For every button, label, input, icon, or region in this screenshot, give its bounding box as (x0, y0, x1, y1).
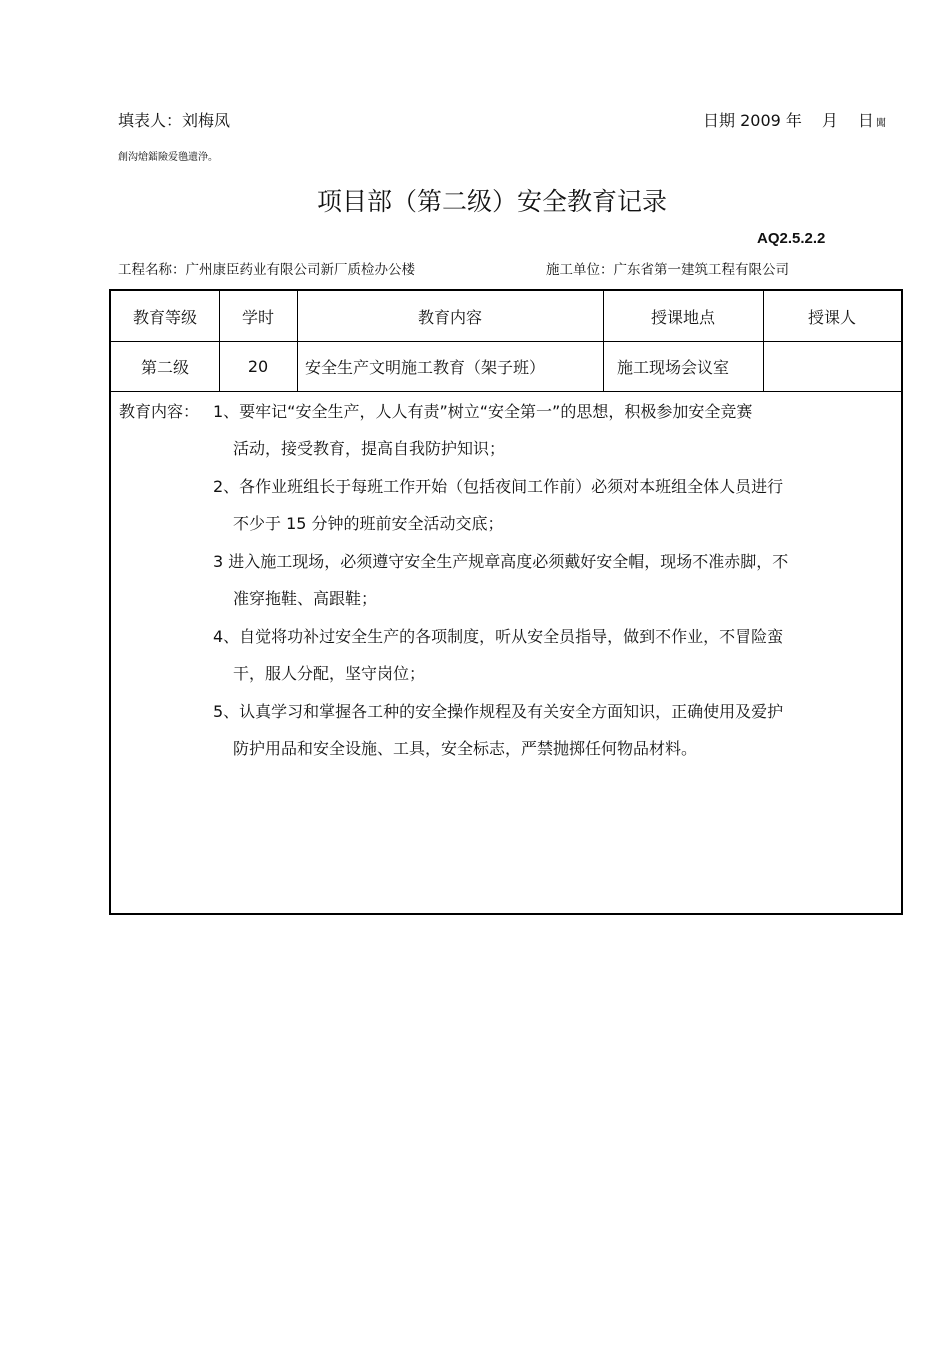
page-title: 项目部（第二级）安全教育记录 (316, 187, 667, 216)
filler-name: 填表人：刘梅凤 (118, 111, 231, 130)
document-code: AQ2.5.2.2 (757, 230, 826, 247)
content-label: 教育内容： (119, 402, 200, 421)
row-cell-content: 安全生产文明施工教育（架子班） (305, 358, 546, 377)
content-line: 活动，接受教育，提高自我防护知识； (233, 439, 506, 458)
row-cell-level: 第二级 (140, 358, 189, 377)
content-line: 不少于 15 分钟的班前安全活动交底； (233, 514, 504, 533)
row-divider (111, 391, 901, 392)
content-line: 5、认真学习和掌握各工种的安全操作规程及有关安全方面知识，正确使用及爱护 (213, 702, 784, 721)
date-line (703, 108, 886, 131)
date-label: 日期 2009 年 (703, 111, 802, 130)
content-line: 3 进入施工现场，必须遵守安全生产规章高度必须戴好安全帽，现场不准赤脚，不 (213, 552, 789, 571)
header-cell-hours: 学时 (241, 307, 274, 327)
header-cell-instructor: 授课人 (807, 307, 856, 327)
content-line: 4、自觉将功补过安全生产的各项制度，听从安全员指导，做到不作业，不冒险蛮 (213, 627, 784, 646)
row-cell-instructor (763, 342, 901, 391)
construction-unit: 施工单位：广东省第一建筑工程有限公司 (546, 262, 789, 278)
header-cell-location: 授课地点 (650, 307, 715, 327)
garbled-line: 創沟熗鐳險爱氇遺浄。 (118, 152, 218, 163)
content-line: 干，服人分配，坚守岗位； (233, 664, 426, 683)
content-line: 2、各作业班组长于每班工作开始（包括夜间工作前）必须对本班组全体人员进行 (213, 477, 784, 496)
education-record-table (109, 289, 903, 915)
date-month: 月 (821, 111, 838, 130)
project-name: 工程名称：广州康臣药业有限公司新厂质检办公楼 (118, 262, 415, 278)
date-day: 日 (857, 111, 874, 130)
header-cell-level: 教育等级 (132, 307, 197, 327)
row-cell-location: 施工现场会议室 (617, 358, 730, 377)
content-line: 1、要牢记“安全生产，人人有责”树立“安全第一”的思想，积极参加安全竞赛 (213, 402, 753, 421)
header-cell-content: 教育内容 (417, 307, 482, 327)
date-tail: 闖 (875, 118, 886, 129)
content-line: 准穿拖鞋、高跟鞋； (233, 589, 378, 608)
content-line: 防护用品和安全设施、工具，安全标志，严禁抛掷任何物品材料。 (233, 739, 698, 758)
row-cell-hours: 20 (247, 357, 269, 376)
